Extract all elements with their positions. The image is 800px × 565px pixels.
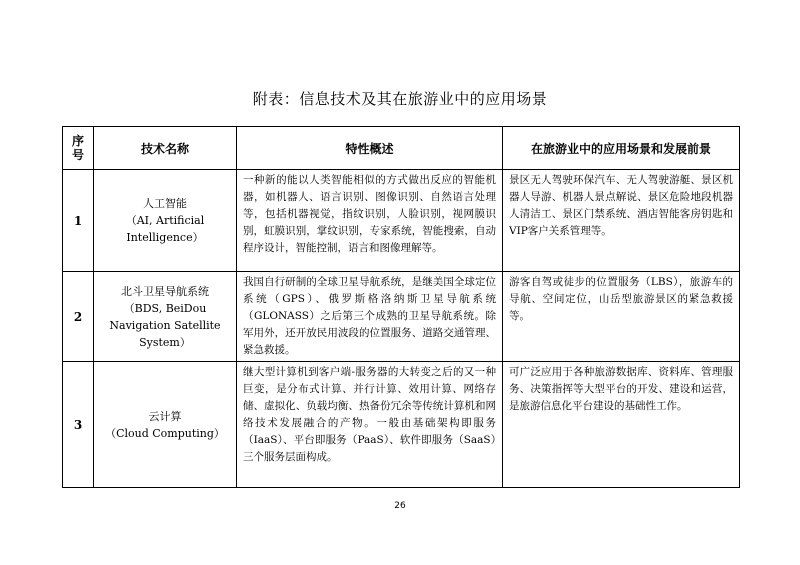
table-row (63, 170, 740, 272)
page-number: 26 (394, 501, 406, 511)
tech-name-cell: 云计算 （Cloud Computing） (94, 362, 237, 488)
row-number: 1 (63, 170, 94, 272)
col-header-application: 在旅游业中的应用场景和发展前景 (503, 127, 740, 170)
overview-cell: 一种新的能以人类智能相似的方式做出反应的智能机器，如机器人、语言识别、图像识别、自然语言处理等，包括机器视觉，指纹识别，人脸识别，视网膜识别，虹膜识别，掌纹识别，专家系统，智能搜索，自动程序设计，智能控制，语言和图像理解等。 (237, 170, 503, 272)
page-title: 附表：信息技术及其在旅游业中的应用场景 (252, 90, 548, 108)
tech-table (62, 126, 740, 488)
application-cell: 景区无人驾驶环保汽车、无人驾驶游艇、景区机器人导游、机器人景点解说、景区危险地段机器人清洁工、景区门禁系统、酒店智能客房钥匙和VIP客户关系管理等。 (503, 170, 740, 272)
col-header-overview: 特性概述 (237, 127, 503, 170)
overview-cell: 继大型计算机到客户端-服务器的大转变之后的又一种巨变，是分布式计算、并行计算、效用计算、网络存储、虚拟化、负载均衡、热备份冗余等传统计算机和网络技术发展融合的产物。一般由基础架构即服务（IaaS）、平台即服务（PaaS）、软件即服务（SaaS）三个服务层面构成。 (237, 362, 503, 488)
application-cell: 可广泛应用于各种旅游数据库、资料库、管理服务、决策指挥等大型平台的开发、建设和运营，是旅游信息化平台建设的基础性工作。 (503, 362, 740, 488)
table-row (63, 272, 740, 362)
tech-name-cell: 北斗卫星导航系统 （BDS, BeiDou Navigation Satellite System） (94, 272, 237, 362)
table-header-row (63, 127, 740, 170)
col-header-number: 序 号 (63, 127, 94, 170)
table-row (63, 362, 740, 488)
col-header-tech-name: 技术名称 (94, 127, 237, 170)
row-number: 3 (63, 362, 94, 488)
application-cell: 游客自驾或徒步的位置服务（LBS），旅游车的导航、空间定位，山岳型旅游景区的紧急救援等。 (503, 272, 740, 362)
row-number: 2 (63, 272, 94, 362)
overview-cell: 我国自行研制的全球卫星导航系统，是继美国全球定位系统（GPS）、俄罗斯格洛纳斯卫星导航系统（GLONASS）之后第三个成熟的卫星导航系统。除军用外，还开放民用波段的位置服务、道路交通管理、紧急救援。 (237, 272, 503, 362)
tech-name-cell: 人工智能 （AI, Artificial Intelligence） (94, 170, 237, 272)
